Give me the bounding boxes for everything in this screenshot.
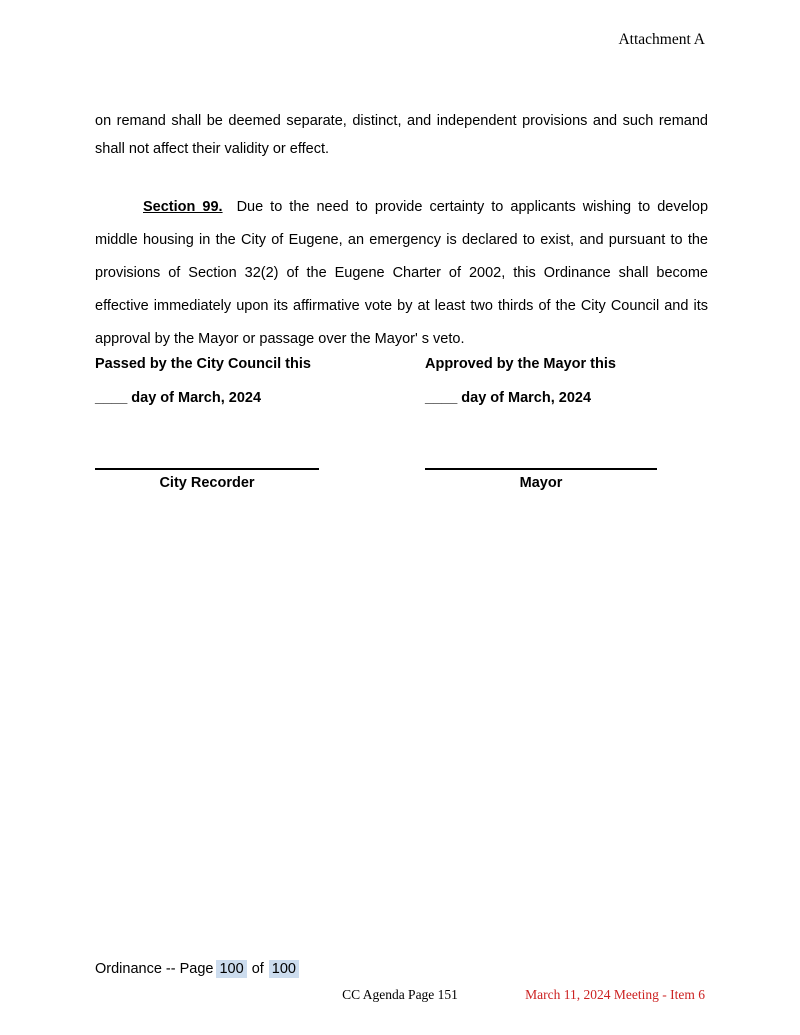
- city-recorder-signature-line: [95, 468, 319, 470]
- attachment-label: Attachment A: [618, 31, 705, 48]
- passed-by-council-label: Passed by the City Council this: [95, 356, 311, 372]
- section-99-body: Due to the need to provide certainty to applicants wishing to develop middle housing in the City of Eugene, an emergency is declared to exist, and pursuant to the provisions of Section 32(2) of the Eugene Charter of 2002, this Ordinance shall become effective immediately upon its affirmative vote by at least two thirds of the City Council and its approval by the Mayor or passage over the Mayor' s veto.: [95, 198, 709, 347]
- approved-by-mayor-label: Approved by the Mayor this: [425, 356, 616, 372]
- mayor-signature-line: [425, 468, 657, 470]
- section-99-heading: Section 99.: [143, 198, 223, 215]
- city-recorder-title: City Recorder: [159, 475, 255, 491]
- council-date-blank: ____ day of March, 2024: [95, 390, 262, 406]
- mayor-title: Mayor: [519, 475, 563, 491]
- page-line-separator: of: [251, 961, 264, 977]
- mayor-date-blank: ____ day of March, 2024: [425, 390, 592, 406]
- signature-block-council: [95, 357, 415, 425]
- signature-block-mayor: [425, 357, 725, 425]
- ordinance-page-number-line: [95, 961, 302, 977]
- footer-agenda-page: CC Agenda Page 151: [342, 987, 458, 1002]
- paragraph-section-99: [95, 191, 708, 356]
- mayor-signature-area: [425, 468, 657, 491]
- paragraph-remand: on remand shall be deemed separate, distinct, and independent provisions and such remand shall not affect their validity or effect.: [95, 112, 708, 157]
- page-line-prefix: Ordinance -- Page: [95, 961, 214, 977]
- city-recorder-signature-area: [95, 468, 319, 491]
- page-number-field-current: 100: [216, 960, 246, 978]
- page-number-field-total: 100: [269, 960, 299, 978]
- footer-meeting-item: March 11, 2024 Meeting - Item 6: [525, 987, 705, 1002]
